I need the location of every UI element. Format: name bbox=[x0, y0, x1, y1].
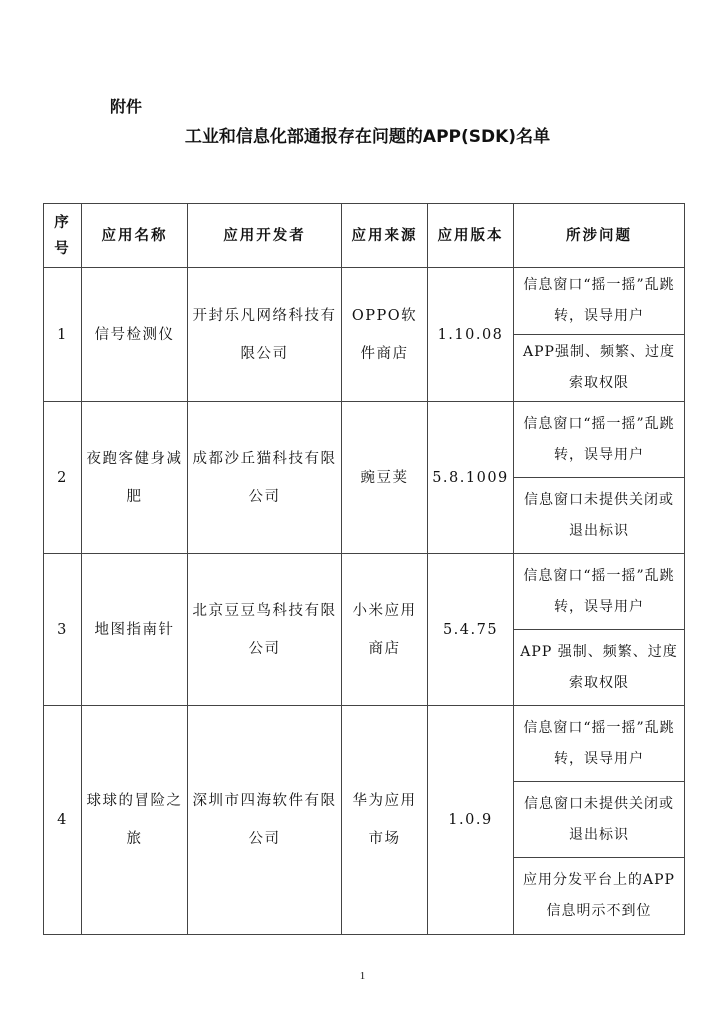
row-number: 2 bbox=[44, 402, 82, 554]
issue-cell: 信息窗口“摇一摇”乱跳转，误导用户 bbox=[514, 706, 685, 782]
issue-cell: APP 强制、频繁、过度索取权限 bbox=[514, 630, 685, 706]
app-developer: 深圳市四海软件有限公司 bbox=[188, 706, 342, 935]
issue-cell: 信息窗口“摇一摇”乱跳转，误导用户 bbox=[514, 554, 685, 630]
table-row bbox=[44, 402, 685, 478]
header-cell: 应用来源 bbox=[342, 204, 428, 268]
table-header-row bbox=[44, 204, 685, 268]
table-row bbox=[44, 268, 685, 335]
app-source: OPPO软件商店 bbox=[342, 268, 428, 402]
issue-cell: APP强制、频繁、过度索取权限 bbox=[514, 335, 685, 402]
header-cell: 应用版本 bbox=[428, 204, 514, 268]
header-cell: 应用开发者 bbox=[188, 204, 342, 268]
row-number: 3 bbox=[44, 554, 82, 706]
app-version: 1.10.08 bbox=[428, 268, 514, 402]
app-name: 信号检测仪 bbox=[82, 268, 188, 402]
page-number: 1 bbox=[359, 970, 366, 982]
header-cell: 应用名称 bbox=[82, 204, 188, 268]
table-row bbox=[44, 706, 685, 782]
app-name: 夜跑客健身减肥 bbox=[82, 402, 188, 554]
app-developer: 成都沙丘猫科技有限公司 bbox=[188, 402, 342, 554]
app-source: 小米应用商店 bbox=[342, 554, 428, 706]
header-cell: 序号 bbox=[44, 204, 82, 268]
header-cell: 所涉问题 bbox=[514, 204, 685, 268]
app-source: 华为应用市场 bbox=[342, 706, 428, 935]
document-title: 工业和信息化部通报存在问题的APP(SDK)名单 bbox=[184, 127, 551, 147]
table-row bbox=[44, 554, 685, 630]
row-number: 1 bbox=[44, 268, 82, 402]
issue-cell: 信息窗口未提供关闭或退出标识 bbox=[514, 478, 685, 554]
app-version: 1.0.9 bbox=[428, 706, 514, 935]
app-version: 5.8.1009 bbox=[428, 402, 514, 554]
issue-cell: 信息窗口“摇一摇”乱跳转，误导用户 bbox=[514, 268, 685, 335]
row-number: 4 bbox=[44, 706, 82, 935]
attachment-label: 附件 bbox=[110, 97, 143, 116]
app-source: 豌豆荚 bbox=[342, 402, 428, 554]
issue-cell: 信息窗口“摇一摇”乱跳转，误导用户 bbox=[514, 402, 685, 478]
app-developer: 开封乐凡网络科技有限公司 bbox=[188, 268, 342, 402]
app-name: 球球的冒险之旅 bbox=[82, 706, 188, 935]
issue-cell: 应用分发平台上的APP 信息明示不到位 bbox=[514, 858, 685, 935]
app-version: 5.4.75 bbox=[428, 554, 514, 706]
app-developer: 北京豆豆鸟科技有限公司 bbox=[188, 554, 342, 706]
issue-cell: 信息窗口未提供关闭或退出标识 bbox=[514, 782, 685, 858]
app-name: 地图指南针 bbox=[82, 554, 188, 706]
app-list-table bbox=[43, 203, 685, 935]
